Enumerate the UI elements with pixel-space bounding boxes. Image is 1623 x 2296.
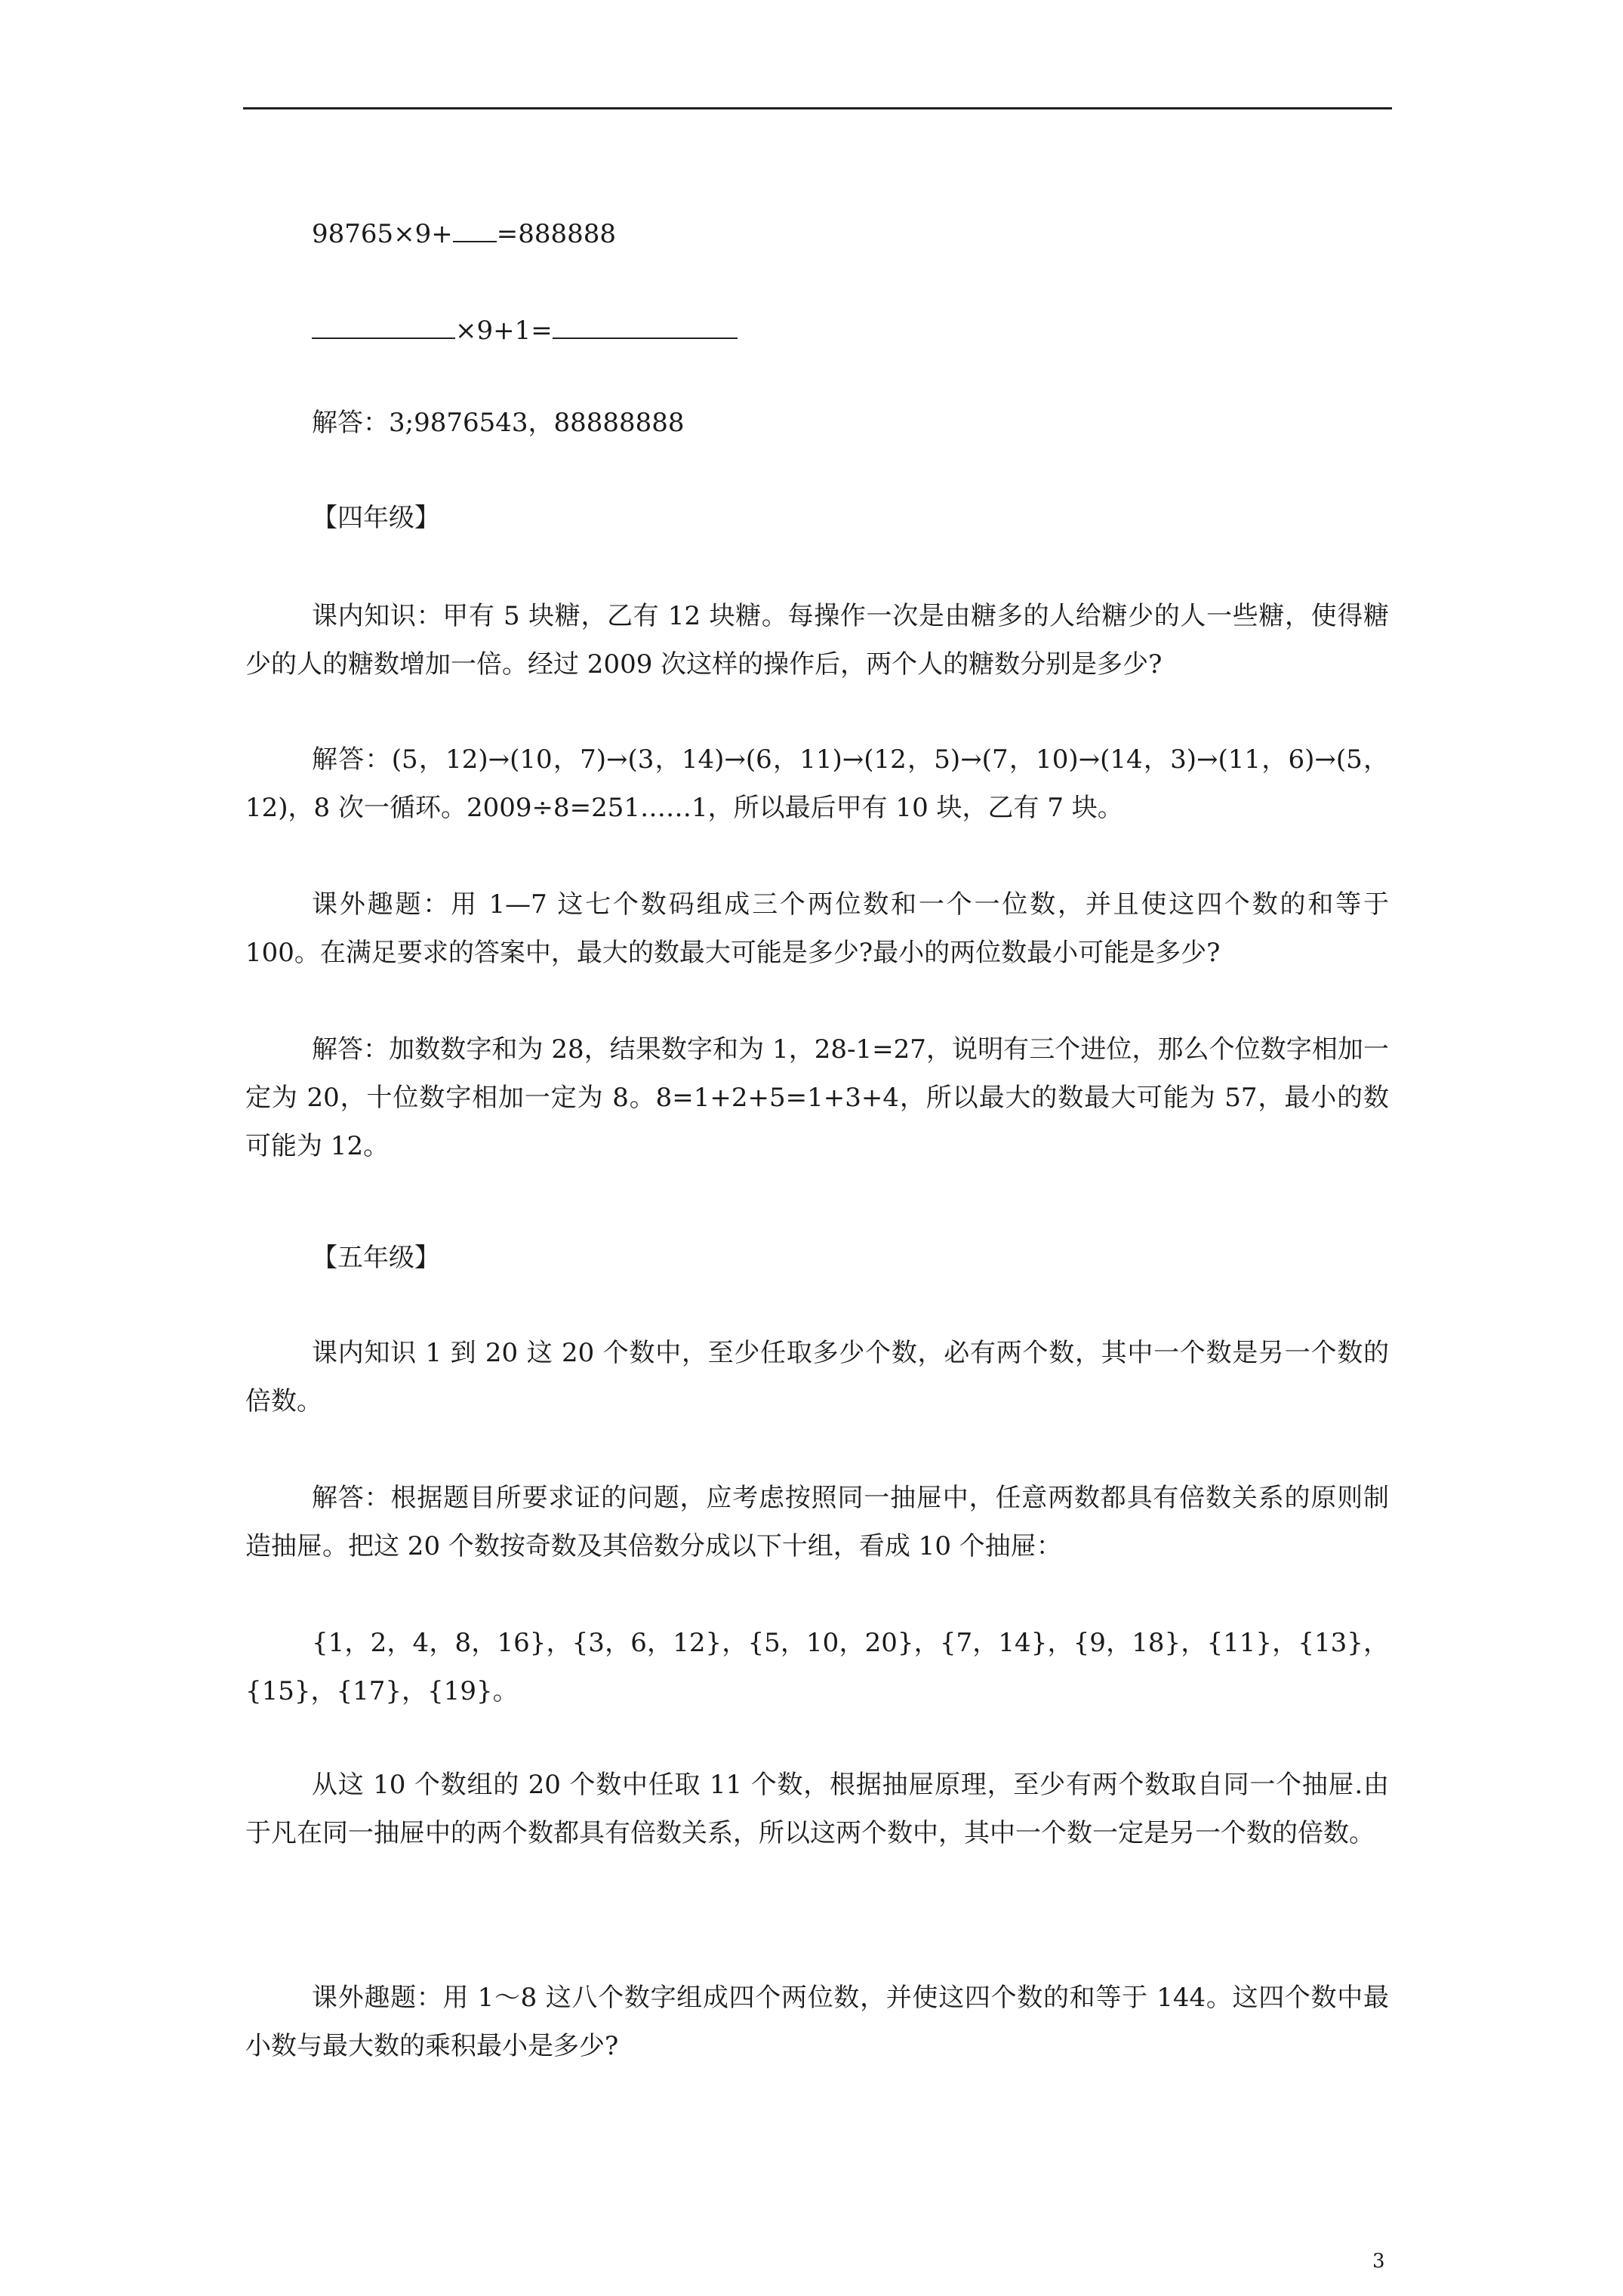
grade-4-knowledge-answer: 解答：(5，12)→(10，7)→(3，14)→(6，11)→(12，5)→(7，10)→(14，3)→(11，6)→(5，12)，8 次一循环。2009÷8=251……1，所以最后甲有 10 块，乙有 7 块。 [245, 744, 1389, 823]
page-number: 3 [1372, 2250, 1385, 2273]
grade-5-knowledge: 课内知识 1 到 20 这 20 个数中，至少任取多少个数，必有两个数，其中一个数是另一个数的倍数。 [245, 1338, 1389, 1416]
equation-1-left: 98765×9+ [312, 219, 453, 249]
answer-1: 解答：3;9876543，88888888 [312, 408, 685, 438]
grade-5-knowledge-answer: 解答：根据题目所要求证的问题，应考虑按照同一抽屉中，任意两数都具有倍数关系的原则制造抽屉。把这 20 个数按奇数及其倍数分成以下十组，看成 10 个抽屉： [245, 1483, 1389, 1561]
equation-line-2 [312, 307, 738, 355]
grade-5-groups: {1，2，4，8，16}，{3，6，12}，{5，10，20}，{7，14}，{9，18}，{11}，{13}，{15}，{17}，{19}。 [245, 1628, 1389, 1706]
equation-2-middle: ×9+1= [455, 316, 553, 346]
equation-2-blank-right [553, 315, 738, 339]
grade-5-extra-problem: 课外趣题：用 1～8 这八个数字组成四个两位数，并使这四个数的和等于 144。这四个数中最小数与最大数的乘积最小是多少? [245, 1983, 1389, 2061]
equation-1-right: =888888 [496, 219, 617, 249]
header-rule [243, 107, 1392, 109]
grade-5-proof: 从这 10 个数组的 20 个数中任取 11 个数，根据抽屉原理，至少有两个数取自同一个抽屉.由于凡在同一抽屉中的两个数都具有倍数关系，所以这两个数中，其中一个数一定是另一个数的倍数。 [245, 1770, 1389, 1848]
equation-2-blank-left [312, 315, 455, 339]
grade-4-heading: 【四年级】 [312, 503, 440, 533]
equation-1-blank [453, 218, 497, 242]
grade-4-extra-answer: 解答：加数数字和为 28，结果数字和为 1，28-1=27，说明有三个进位，那么个位数字相加一定为 20，十位数字相加一定为 8。8=1+2+5=1+3+4，所以最大的数最大可能为 57，最小的数可能为 12。 [245, 1034, 1389, 1161]
grade-5-heading: 【五年级】 [312, 1243, 440, 1273]
grade-4-extra-problem: 课外趣题：用 1—7 这七个数码组成三个两位数和一个一位数，并且使这四个数的和等于 100。在满足要求的答案中，最大的数最大可能是多少?最小的两位数最小可能是多少? [245, 889, 1389, 968]
grade-4-knowledge: 课内知识：甲有 5 块糖，乙有 12 块糖。每操作一次是由糖多的人给糖少的人一些糖，使得糖少的人的糖数增加一倍。经过 2009 次这样的操作后，两个人的糖数分别是多少? [245, 601, 1389, 680]
equation-line-1 [312, 210, 616, 258]
